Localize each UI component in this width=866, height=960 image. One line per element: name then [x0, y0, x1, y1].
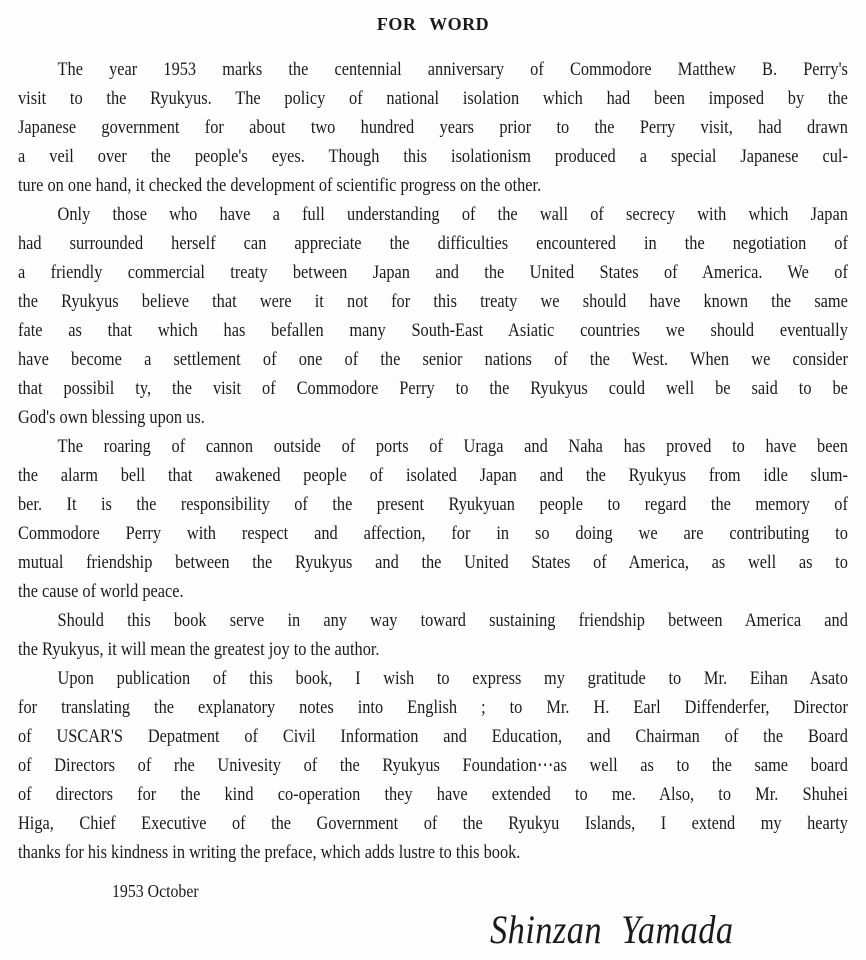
text-line: Japanese government for about two hundred years prior to the Perry visit, had drawn [18, 117, 848, 138]
text-line: the Ryukyus believe that were it not for this treaty we should have known the same [18, 291, 848, 312]
text-line: visit to the Ryukyus. The policy of national isolation which had been imposed by the [18, 88, 848, 109]
text-line: ber. It is the responsibility of the present Ryukyuan people to regard the memory of [18, 494, 848, 515]
paragraph-4 [18, 606, 848, 664]
text-line: the Ryukyus, it will mean the greatest joy to the author. [18, 639, 380, 660]
text-line: had surrounded herself can appreciate the difficulties encountered in the negotiation of [18, 233, 848, 254]
text-line: Should this book serve in any way toward sustaining friendship between America and [57, 610, 848, 631]
text-line: have become a settlement of one of the senior nations of the West. When we consider [18, 349, 848, 370]
text-line: Only those who have a full understanding of the wall of secrecy with which Japan [57, 204, 848, 225]
text-line: The year 1953 marks the centennial anniversary of Commodore Matthew B. Perry's [57, 59, 848, 80]
document-body [18, 55, 848, 867]
paragraph-2 [18, 200, 848, 432]
date-line: 1953 October [112, 881, 199, 901]
paragraph-1 [18, 55, 848, 200]
text-line: ture on one hand, it checked the development of scientific progress on the other. [18, 175, 542, 196]
text-line: of Directors of rhe Univesity of the Ryukyus Foundation⋯as well as to the same board [18, 755, 848, 776]
text-line: that possibil ty, the visit of Commodore Perry to the Ryukyus could well be said to be [18, 378, 848, 399]
text-line: God's own blessing upon us. [18, 407, 205, 428]
text-line: of USCAR'S Depatment of Civil Information and Education, and Chairman of the Board [18, 726, 848, 747]
text-line: Commodore Perry with respect and affection, for in so doing we are contributing to [18, 523, 848, 544]
text-line: Upon publication of this book, I wish to express my gratitude to Mr. Eihan Asato [57, 668, 848, 689]
author-signature: Shinzan Yamada [490, 907, 734, 952]
text-line: a friendly commercial treaty between Japan and the United States of America. We of [18, 262, 848, 283]
text-line: The roaring of cannon outside of ports of Uraga and Naha has proved to have been [57, 436, 848, 457]
paragraph-5 [18, 664, 848, 867]
text-line: a veil over the people's eyes. Though this isolationism produced a special Japanese cul- [18, 146, 848, 167]
document-title: FOR WORD [376, 14, 490, 34]
text-line: for translating the explanatory notes into English ; to Mr. H. Earl Diffenderfer, Director [18, 697, 848, 718]
text-line: thanks for his kindness in writing the preface, which adds lustre to this book. [18, 842, 521, 863]
text-line: the cause of world peace. [18, 581, 184, 602]
text-line: fate as that which has befallen many South-East Asiatic countries we should eventually [18, 320, 848, 341]
text-line: the alarm bell that awakened people of isolated Japan and the Ryukyus from idle slum- [18, 465, 848, 486]
text-line: Higa, Chief Executive of the Government of the Ryukyu Islands, I extend my hearty [18, 813, 848, 834]
text-line: of directors for the kind co-operation they have extended to me. Also, to Mr. Shuhei [18, 784, 848, 805]
paragraph-3 [18, 432, 848, 606]
text-line: mutual friendship between the Ryukyus and the United States of America, as well as to [18, 552, 848, 573]
